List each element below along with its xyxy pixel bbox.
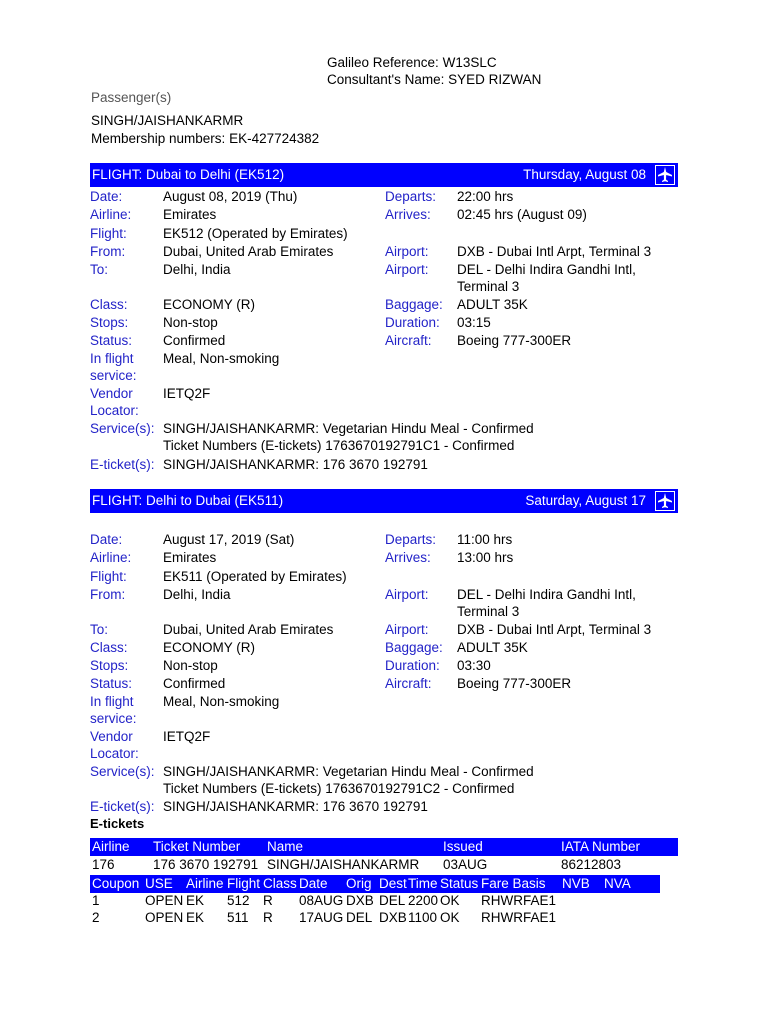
- coupon-row: [90, 909, 680, 927]
- eticket-label: E-ticket(s):: [90, 457, 155, 472]
- flight-2-day: Saturday, August 17: [525, 493, 646, 508]
- coupon-row: [90, 892, 680, 910]
- arrives-label: Arrives:: [385, 550, 431, 565]
- flight-2-baggage: ADULT 35K: [457, 640, 528, 655]
- inflight-label-2: service:: [90, 368, 137, 383]
- eticket-label: E-ticket(s):: [90, 799, 155, 814]
- col-name: Name: [267, 839, 304, 854]
- coupon-airline: EK: [186, 893, 205, 908]
- class-label: Class:: [90, 640, 128, 655]
- col-orig: Orig: [346, 876, 372, 891]
- col-flight: Flight: [227, 876, 261, 891]
- duration-label: Duration:: [385, 315, 440, 330]
- airport-label: Airport:: [385, 622, 429, 637]
- flight-1-status: Confirmed: [163, 333, 226, 348]
- flight-2-airline: Emirates: [163, 550, 217, 565]
- col-date: Date: [299, 876, 328, 891]
- departs-label: Departs:: [385, 189, 437, 204]
- flight-1-from-airport: DXB - Dubai Intl Arpt, Terminal 3: [457, 244, 652, 259]
- flight-1-to-airport-line2: Terminal 3: [457, 279, 520, 294]
- baggage-label: Baggage:: [385, 297, 443, 312]
- flight-1-departs: 22:00 hrs: [457, 189, 514, 204]
- vendor-label: Vendor: [90, 386, 133, 401]
- flight-1-baggage: ADULT 35K: [457, 297, 528, 312]
- flight-1-vendor: IETQ2F: [163, 386, 211, 401]
- date-label: Date:: [90, 532, 123, 547]
- coupon-number: 2: [92, 910, 100, 925]
- flight-1-to: Delhi, India: [163, 262, 231, 277]
- flight-1-flight: EK512 (Operated by Emirates): [163, 226, 348, 241]
- eticket-issued: 03AUG: [443, 857, 488, 872]
- flight-label: Flight:: [90, 226, 127, 241]
- flight-1-airline: Emirates: [163, 207, 217, 222]
- col-status: Status: [440, 876, 479, 891]
- consultant-name: [327, 71, 541, 89]
- membership-label: Membership numbers:: [91, 131, 226, 146]
- col-class: Class: [263, 876, 297, 891]
- status-label: Status:: [90, 676, 133, 691]
- flight-1-aircraft: Boeing 777-300ER: [457, 333, 572, 348]
- consultant-name-value: SYED RIZWAN: [448, 72, 542, 87]
- flight-1-inflight: Meal, Non-smoking: [163, 351, 280, 366]
- status-label: Status:: [90, 333, 133, 348]
- flight-1-duration: 03:15: [457, 315, 491, 330]
- flight-1-day: Thursday, August 08: [523, 167, 646, 182]
- galileo-reference: [327, 54, 497, 72]
- eticket-ticket-number: 176 3670 192791: [153, 857, 259, 872]
- col-issued: Issued: [443, 839, 483, 854]
- flight-2-arrives: 13:00 hrs: [457, 550, 514, 565]
- class-label: Class:: [90, 297, 128, 312]
- flight-2-to-airport: DXB - Dubai Intl Arpt, Terminal 3: [457, 622, 652, 637]
- flight-2-header: [90, 489, 678, 513]
- to-label: To:: [90, 622, 109, 637]
- flight-2-status: Confirmed: [163, 676, 226, 691]
- etickets-header-row: [90, 838, 678, 856]
- col-dest: Dest: [379, 876, 407, 891]
- date-label: Date:: [90, 189, 123, 204]
- coupons-header-row: [90, 875, 660, 893]
- inflight-label: In flight: [90, 694, 134, 709]
- coupon-number: 1: [92, 893, 100, 908]
- col-nvb: NVB: [562, 876, 590, 891]
- flight-2-duration: 03:30: [457, 658, 491, 673]
- flight-1-eticket: SINGH/JAISHANKARMR: 176 3670 192791: [163, 457, 428, 472]
- from-label: From:: [90, 244, 126, 259]
- galileo-reference-value: W13SLC: [442, 55, 497, 70]
- eticket-name: SINGH/JAISHANKARMR: [267, 857, 420, 872]
- airplane-icon[interactable]: [655, 165, 675, 185]
- airport-label: Airport:: [385, 262, 429, 277]
- coupon-time: 1100: [408, 910, 438, 925]
- coupon-fare-basis: RHWRFAE1: [481, 910, 557, 925]
- coupon-time: 2200: [408, 893, 439, 908]
- coupon-use: OPEN: [145, 910, 184, 925]
- to-label: To:: [90, 262, 109, 277]
- stops-label: Stops:: [90, 658, 129, 673]
- flight-2-class: ECONOMY (R): [163, 640, 256, 655]
- col-coupon: Coupon: [92, 876, 140, 891]
- eticket-iata-number: 86212803: [561, 857, 622, 872]
- col-fare-basis: Fare Basis: [481, 876, 546, 891]
- etickets-heading: E-tickets: [90, 816, 145, 831]
- coupon-class: R: [263, 893, 273, 908]
- flight-2-inflight: Meal, Non-smoking: [163, 694, 280, 709]
- col-coupon-airline: Airline: [186, 876, 224, 891]
- aircraft-label: Aircraft:: [385, 333, 432, 348]
- col-nva: NVA: [604, 876, 631, 891]
- flight-2-from-airport-line2: Terminal 3: [457, 604, 520, 619]
- coupon-fare-basis: RHWRFAE1: [481, 893, 557, 908]
- flight-1-from: Dubai, United Arab Emirates: [163, 244, 334, 259]
- coupon-dest: DEL: [379, 893, 406, 908]
- flight-1-header: [90, 163, 678, 187]
- flight-1-service-2: Ticket Numbers (E-tickets) 1763670192791C1 - Confirmed: [163, 438, 515, 453]
- coupon-date: 17AUG: [299, 910, 344, 925]
- coupon-flight: 511: [227, 910, 249, 925]
- flight-2-departs: 11:00 hrs: [457, 532, 513, 547]
- airport-label: Airport:: [385, 244, 429, 259]
- stops-label: Stops:: [90, 315, 129, 330]
- inflight-label-2: service:: [90, 711, 137, 726]
- coupon-class: R: [263, 910, 273, 925]
- flight-2-date: August 17, 2019 (Sat): [163, 532, 295, 547]
- coupon-status: OK: [440, 910, 460, 925]
- baggage-label: Baggage:: [385, 640, 443, 655]
- airline-label: Airline:: [90, 550, 132, 565]
- coupon-dest: DXB: [379, 910, 407, 925]
- departs-label: Departs:: [385, 532, 437, 547]
- coupon-date: 08AUG: [299, 893, 344, 908]
- coupon-use: OPEN: [145, 893, 184, 908]
- coupon-airline: EK: [186, 910, 205, 925]
- membership-numbers: [91, 130, 319, 148]
- airplane-icon[interactable]: [655, 491, 675, 511]
- flight-1-date: August 08, 2019 (Thu): [163, 189, 298, 204]
- flight-1-arrives: 02:45 hrs (August 09): [457, 207, 587, 222]
- flight-2-service-2: Ticket Numbers (E-tickets) 1763670192791C2 - Confirmed: [163, 781, 515, 796]
- flight-1-to-airport: DEL - Delhi Indira Gandhi Intl,: [457, 262, 636, 277]
- from-label: From:: [90, 587, 126, 602]
- vendor-label-2: Locator:: [90, 746, 139, 761]
- coupon-status: OK: [440, 893, 460, 908]
- coupon-orig: DXB: [346, 893, 374, 908]
- consultant-name-label: Consultant's Name:: [327, 72, 445, 87]
- col-use: USE: [145, 876, 173, 891]
- flight-2-to: Dubai, United Arab Emirates: [163, 622, 334, 637]
- coupon-orig: DEL: [346, 910, 373, 925]
- passenger-name: SINGH/JAISHANKARMR: [91, 113, 244, 128]
- flight-label: Flight:: [90, 569, 127, 584]
- eticket-airline: 176: [92, 857, 115, 872]
- col-iata-number: IATA Number: [561, 839, 641, 854]
- flight-2-vendor: IETQ2F: [163, 729, 211, 744]
- flight-1-title: FLIGHT: Dubai to Delhi (EK512): [92, 167, 285, 182]
- col-time: Time: [408, 876, 438, 891]
- aircraft-label: Aircraft:: [385, 676, 432, 691]
- galileo-reference-label: Galileo Reference:: [327, 55, 439, 70]
- flight-2-service-1: SINGH/JAISHANKARMR: Vegetarian Hindu Meal - Confirmed: [163, 764, 534, 779]
- membership-value: EK-427724382: [229, 131, 320, 146]
- services-label: Service(s):: [90, 764, 155, 779]
- flight-2-from-airport: DEL - Delhi Indira Gandhi Intl,: [457, 587, 636, 602]
- flight-1-stops: Non-stop: [163, 315, 218, 330]
- services-label: Service(s):: [90, 421, 155, 436]
- flight-1-class: ECONOMY (R): [163, 297, 256, 312]
- flight-2-stops: Non-stop: [163, 658, 218, 673]
- airport-label: Airport:: [385, 587, 429, 602]
- airline-label: Airline:: [90, 207, 132, 222]
- inflight-label: In flight: [90, 351, 134, 366]
- col-airline: Airline: [92, 839, 130, 854]
- flight-2-eticket: SINGH/JAISHANKARMR: 176 3670 192791: [163, 799, 428, 814]
- vendor-label: Vendor: [90, 729, 133, 744]
- col-ticket-number: Ticket Number: [153, 839, 241, 854]
- flight-2-from: Delhi, India: [163, 587, 231, 602]
- vendor-label-2: Locator:: [90, 403, 139, 418]
- duration-label: Duration:: [385, 658, 440, 673]
- passengers-heading: Passenger(s): [91, 90, 172, 105]
- arrives-label: Arrives:: [385, 207, 431, 222]
- flight-2-title: FLIGHT: Delhi to Dubai (EK511): [92, 493, 284, 508]
- flight-1-service-1: SINGH/JAISHANKARMR: Vegetarian Hindu Meal - Confirmed: [163, 421, 534, 436]
- coupon-flight: 512: [227, 893, 250, 908]
- flight-2-flight: EK511 (Operated by Emirates): [163, 569, 347, 584]
- flight-2-aircraft: Boeing 777-300ER: [457, 676, 572, 691]
- etickets-row: [90, 856, 680, 874]
